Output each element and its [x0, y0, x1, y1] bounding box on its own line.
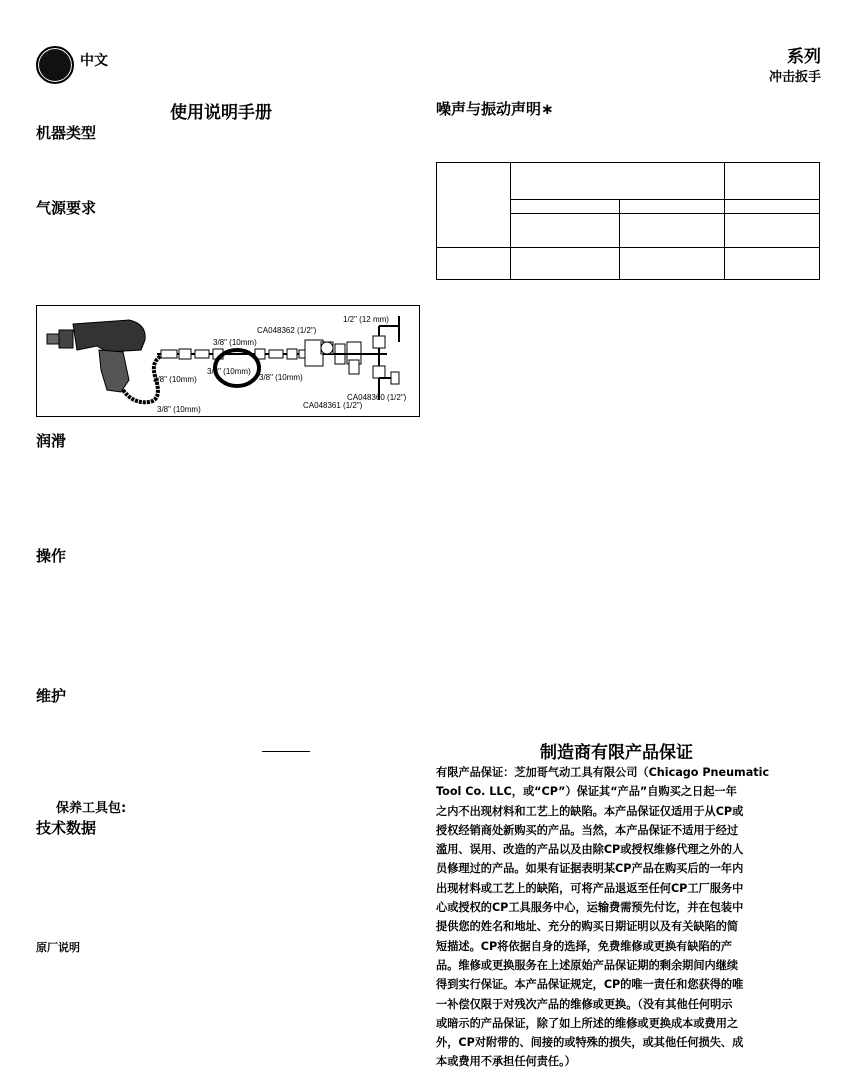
warranty-line: 有限产品保证：芝加哥气动工具有限公司（Chicago Pneumatic: [436, 766, 770, 779]
table-divider: [510, 199, 819, 200]
original-instructions-label: 原厂说明: [36, 941, 80, 954]
air-line-diagram: [36, 305, 420, 417]
warranty-line: 本或费用不承担任何责任。）: [436, 1055, 576, 1069]
label-half-inch-12mm: 1/2" (12 mm): [343, 315, 389, 324]
language-label: 中文: [80, 53, 108, 69]
section-air-supply: 气源要求: [36, 199, 97, 217]
warranty-line: 出现材料或工艺上的缺陷，可将产品退返至任何CP工厂服务中: [436, 881, 744, 895]
label-hose-right: 3/8" (10mm): [259, 373, 303, 382]
section-tech-data: 技术数据: [36, 819, 97, 837]
warranty-line: 之内不出现材料和工艺上的缺陷。本产品保证仅适用于从CP或: [436, 804, 744, 818]
maintenance-kit-label: 保养工具包:: [56, 801, 127, 816]
table-divider: [619, 199, 620, 279]
language-marker-icon: [36, 46, 74, 84]
warranty-body: [436, 763, 823, 1072]
warranty-line: 授权经销商处新购买的产品。当然，本产品保证不适用于经过: [436, 823, 739, 837]
label-hose-loop: 3/8" (10mm): [207, 367, 251, 376]
table-divider: [510, 213, 819, 214]
warranty-line: 心或授权的CP工具服务中心，运输费需预先付讫，并在包装中: [436, 901, 744, 915]
section-machine-type: 机器类型: [36, 124, 97, 142]
warranty-title: 制造商有限产品保证: [540, 743, 693, 763]
section-maintenance: 维护: [36, 687, 67, 705]
impact-wrench-icon: [47, 320, 145, 392]
warranty-line: 品。维修或更换服务在上述原始产品保证期的剩余期间内继续: [436, 958, 739, 972]
product-type: 冲击扳手: [768, 70, 821, 85]
table-divider: [724, 163, 725, 279]
warranty-line: 或暗示的产品保证，除了如上所述的维修或更换成本或费用之: [436, 1016, 739, 1030]
warranty-line: 得到实行保证。本产品保证规定，CP的唯一责任和您获得的唯: [436, 978, 744, 992]
warranty-line: Tool Co. LLC，或“CP”）保证其“产品”自购买之日起一年: [436, 785, 737, 799]
warranty-line: 员修理过的产品。如果有证据表明某CP产品在购买后的一年内: [436, 862, 744, 876]
table-divider: [510, 163, 511, 279]
label-ca048362: CA048362 (1/2"): [257, 326, 317, 335]
warranty-line: 提供您的姓名和地址、充分的购买日期证明以及有关缺陷的简: [436, 920, 739, 934]
manual-title: 使用说明手册: [170, 103, 272, 123]
blank-underline: [262, 751, 310, 752]
label-hose-left: 3/8" (10mm): [153, 375, 197, 384]
label-hose-bottom: 3/8" (10mm): [157, 405, 201, 414]
section-lubrication: 润滑: [36, 432, 67, 450]
series-label: 系列: [787, 47, 821, 67]
section-operation: 操作: [36, 547, 67, 565]
table-divider: [437, 247, 819, 248]
warranty-line: 滥用、误用、改造的产品以及由除CP或授权维修代理之外的人: [436, 843, 744, 857]
label-ca048361: CA048361 (1/2"): [303, 401, 363, 410]
warranty-line: 短描述。CP将依据自身的选择，免费维修或更换有缺陷的产: [436, 939, 733, 953]
warranty-line: 外，CP对附带的、间接的或特殊的损失，或其他任何损失、成: [436, 1036, 744, 1050]
label-ca048360: CA048360 (1/2"): [347, 393, 407, 402]
warranty-line: 一补偿仅限于对残次产品的维修或更换。（没有其他任何明示: [436, 997, 733, 1011]
label-hose-top: 3/8" (10mm): [213, 338, 257, 347]
noise-vibration-title: 噪声与振动声明∗: [436, 100, 554, 118]
noise-vibration-table: [436, 162, 820, 280]
